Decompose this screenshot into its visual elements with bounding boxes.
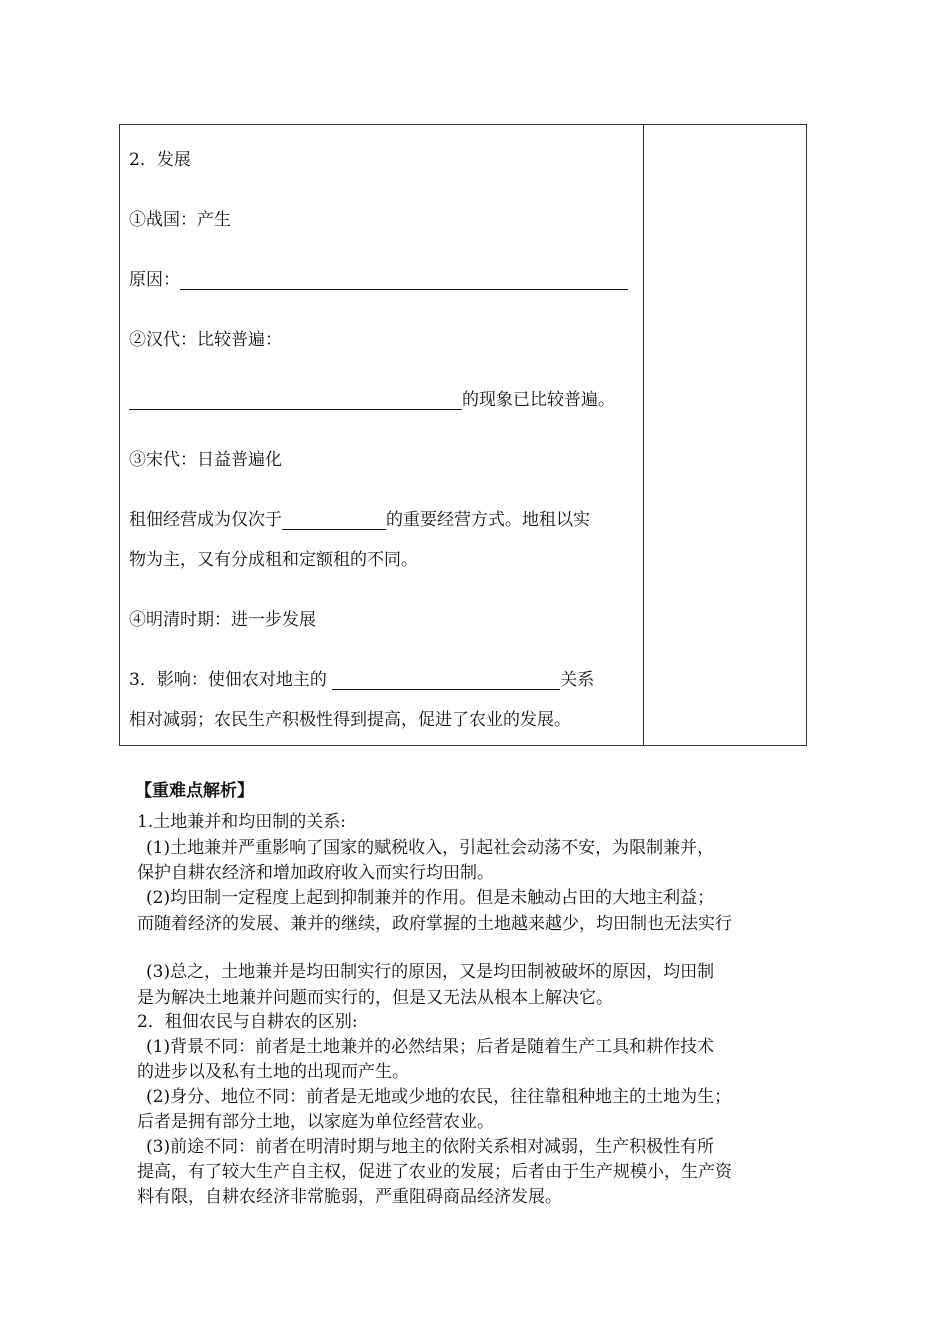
table-column-divider	[643, 124, 644, 746]
analysis-heading: 【重难点解析】	[135, 781, 254, 801]
reason-label: 原因：	[129, 270, 180, 290]
tenancy-text-a: 租佃经营成为仅次于	[129, 510, 282, 530]
analysis-line: 2．租佃农民与自耕农的区别:	[137, 1012, 358, 1032]
analysis-line: 后者是拥有部分土地，以家庭为单位经营农业。	[137, 1112, 494, 1132]
analysis-line: 是为解决土地兼并问题而实行的，但是又无法从根本上解决它。	[137, 988, 613, 1008]
song-item: ③宋代：日益普遍化	[129, 450, 282, 470]
han-blank[interactable]	[129, 391, 462, 410]
han-item: ②汉代：比较普遍：	[129, 330, 282, 350]
analysis-line: 保护自耕农经济和增加政府收入而实行均田制。	[137, 863, 494, 883]
analysis-line: (3)总之，土地兼并是均田制实行的原因，又是均田制被破坏的原因，均田制	[146, 962, 715, 982]
reason-blank[interactable]	[180, 271, 628, 290]
analysis-line: (3)前途不同：前者在明清时期与地主的依附关系相对减弱，生产积极性有所	[146, 1137, 715, 1157]
impact-blank[interactable]	[332, 671, 560, 690]
tenancy-line	[129, 510, 590, 530]
analysis-line: (2)身分、地位不同：前者是无地或少地的农民，往往靠租种地主的土地为生；	[146, 1087, 732, 1107]
analysis-line: (1)土地兼并严重影响了国家的赋税收入，引起社会动荡不安，为限制兼并，	[146, 838, 715, 858]
impact-text-a: 3．影响：使佃农对地主的	[129, 670, 327, 690]
tenancy-text-b: 的重要经营方式。地租以实	[386, 510, 590, 530]
rent-line: 物为主，又有分成租和定额租的不同。	[129, 550, 418, 570]
impact-text-b: 关系	[560, 670, 595, 690]
section-development: 2．发展	[129, 150, 191, 170]
analysis-line: 提高，有了较大生产自主权，促进了农业的发展；后者由于生产规模小，生产资	[137, 1162, 732, 1182]
analysis-line: (2)均田制一定程度上起到抑制兼并的作用。但是未触动占田的大地主利益；	[146, 888, 715, 908]
ming-qing-item: ④明清时期：进一步发展	[129, 610, 316, 630]
tenancy-blank[interactable]	[282, 511, 386, 530]
impact-line-2: 相对减弱；农民生产积极性得到提高，促进了农业的发展。	[129, 710, 571, 730]
han-phenomenon-text: 的现象已比较普遍。	[462, 390, 615, 410]
han-phenomenon-line	[129, 390, 615, 410]
analysis-line: (1)背景不同：前者是土地兼并的必然结果；后者是随着生产工具和耕作技术	[146, 1037, 715, 1057]
impact-line	[129, 670, 594, 690]
analysis-line: 1.土地兼并和均田制的关系:	[137, 812, 346, 832]
analysis-line: 料有限，自耕农经济非常脆弱，严重阻碍商品经济发展。	[137, 1187, 562, 1207]
reason-line	[129, 270, 628, 290]
analysis-line: 而随着经济的发展、兼并的继续，政府掌握的土地越来越少，均田制也无法实行	[137, 914, 732, 934]
warring-states-item: ①战国：产生	[129, 210, 231, 230]
analysis-line: 的进步以及私有土地的出现而产生。	[137, 1062, 409, 1082]
